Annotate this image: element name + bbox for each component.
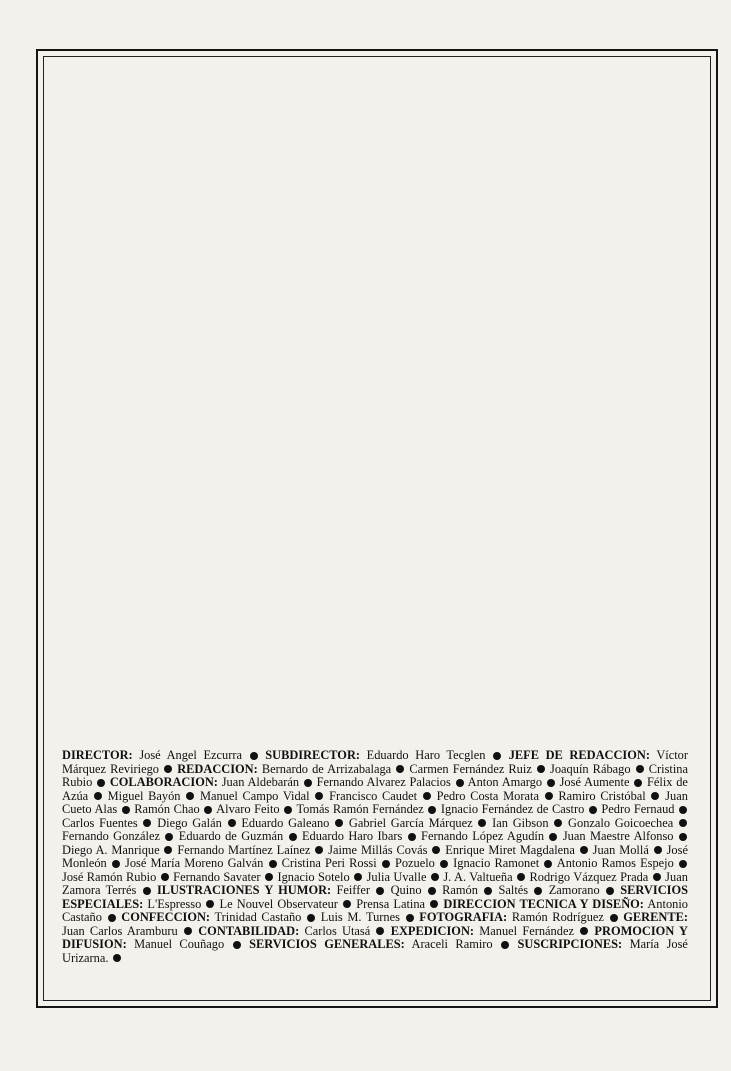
bullet-dot-icon <box>654 846 662 854</box>
bullet-dot-icon <box>204 806 212 814</box>
credit-role: PROMOCION Y DIFUSION: <box>62 923 688 951</box>
credit-names: José Angel Ezcurra <box>139 748 242 762</box>
bullet-dot-icon <box>113 954 121 962</box>
bullet-dot-icon <box>456 779 464 787</box>
credit-role: SERVICIOS GENERALES: <box>249 937 405 951</box>
credit-role: REDACCION: <box>177 761 258 776</box>
bullet-dot-icon <box>284 806 292 814</box>
credit-names: Ramón Rodríguez <box>511 910 604 924</box>
bullet-dot-icon <box>269 860 277 868</box>
credit-names: Eduardo Haro Tecglen <box>366 748 486 762</box>
bullet-dot-icon <box>484 887 492 895</box>
bullet-dot-icon <box>376 927 384 935</box>
bullet-dot-icon <box>143 887 151 895</box>
bullet-dot-icon <box>517 873 525 881</box>
credit-role: DIRECTOR: <box>62 748 133 762</box>
bullet-dot-icon <box>679 806 687 814</box>
bullet-dot-icon <box>112 860 120 868</box>
bullet-dot-icon <box>94 792 102 800</box>
credit-role: CONTABILIDAD: <box>198 923 300 938</box>
bullet-dot-icon <box>165 833 173 841</box>
bullet-dot-icon <box>315 792 323 800</box>
credit-names: Bernardo de Arrizabalaga Carmen Fernández Ruiz Joaquín Rábago Cristina Rubio <box>62 761 688 789</box>
bullet-dot-icon <box>250 752 258 760</box>
credit-role: GERENTE: <box>623 910 688 924</box>
bullet-dot-icon <box>606 887 614 895</box>
bullet-dot-icon <box>545 792 553 800</box>
credit-role: EXPEDICION: <box>390 923 475 938</box>
bullet-dot-icon <box>580 927 588 935</box>
bullet-dot-icon <box>122 806 130 814</box>
bullet-dot-icon <box>679 833 687 841</box>
staff-credits <box>62 749 688 965</box>
credit-names: Trinidad Castaño Luis M. Turnes <box>214 910 400 924</box>
credit-role: CONFECCION: <box>121 910 211 924</box>
credit-role: SUSCRIPCIONES: <box>517 937 623 951</box>
credit-names: Manuel Couñago <box>134 937 225 951</box>
credit-role: COLABORACION: <box>109 775 218 789</box>
bullet-dot-icon <box>423 792 431 800</box>
bullet-dot-icon <box>431 873 439 881</box>
bullet-dot-icon <box>354 873 362 881</box>
bullet-dot-icon <box>143 819 151 827</box>
bullet-dot-icon <box>501 941 509 949</box>
bullet-dot-icon <box>534 887 542 895</box>
bullet-dot-icon <box>164 765 172 773</box>
credit-names: Víctor Márquez Reviriego <box>62 748 688 776</box>
bullet-dot-icon <box>343 900 351 908</box>
bullet-dot-icon <box>307 914 315 922</box>
bullet-dot-icon <box>265 873 273 881</box>
bullet-dot-icon <box>478 819 486 827</box>
bullet-dot-icon <box>544 860 552 868</box>
bullet-dot-icon <box>634 779 642 787</box>
bullet-dot-icon <box>428 887 436 895</box>
bullet-dot-icon <box>432 846 440 854</box>
bullet-dot-icon <box>206 900 214 908</box>
bullet-dot-icon <box>549 833 557 841</box>
bullet-dot-icon <box>651 792 659 800</box>
bullet-dot-icon <box>440 860 448 868</box>
credit-names: Juan Carlos Aramburu <box>62 923 178 938</box>
bullet-dot-icon <box>537 765 545 773</box>
bullet-dot-icon <box>406 914 414 922</box>
bullet-dot-icon <box>108 914 116 922</box>
bullet-dot-icon <box>184 927 192 935</box>
credit-role: DIRECCION TECNICA Y DISEÑO: <box>443 896 644 911</box>
credit-role: SUBDIRECTOR: <box>265 748 361 762</box>
bullet-dot-icon <box>97 779 105 787</box>
bullet-dot-icon <box>679 819 687 827</box>
bullet-dot-icon <box>554 819 562 827</box>
bullet-dot-icon <box>304 779 312 787</box>
bullet-dot-icon <box>493 752 501 760</box>
bullet-dot-icon <box>382 860 390 868</box>
bullet-dot-icon <box>376 887 384 895</box>
bullet-dot-icon <box>589 806 597 814</box>
credit-names: Carlos Utasá <box>304 923 371 938</box>
bullet-dot-icon <box>396 765 404 773</box>
credit-role: JEFE DE REDACCION: <box>508 748 650 762</box>
bullet-dot-icon <box>428 806 436 814</box>
bullet-dot-icon <box>580 846 588 854</box>
credit-role: SERVICIOS ESPECIALES: <box>62 883 688 911</box>
bullet-dot-icon <box>186 792 194 800</box>
bullet-dot-icon <box>315 846 323 854</box>
bullet-dot-icon <box>636 765 644 773</box>
credit-names: María José Urizarna. <box>62 937 688 965</box>
bullet-dot-icon <box>679 860 687 868</box>
credit-names: Araceli Ramiro <box>411 937 493 951</box>
bullet-dot-icon <box>289 833 297 841</box>
credit-names: L'Espresso Le Nouvel Observateur Prensa Latina <box>147 896 426 911</box>
credit-names: Feiffer Quino Ramón Saltés Zamorano <box>336 883 600 897</box>
credit-names: Manuel Fernández <box>479 923 574 938</box>
bullet-dot-icon <box>335 819 343 827</box>
bullet-dot-icon <box>430 900 438 908</box>
bullet-dot-icon <box>164 846 172 854</box>
credit-role: FOTOGRAFIA: <box>419 910 508 924</box>
credit-names: Juan Aldebarán Fernando Alvarez Palacios Anton Amargo José Aumente Félix de Azúa Miguel Bayón Manuel Campo Vidal Francisco Caudet Pedro Costa Morata Ramiro Cristóbal Juan Cueto Alas Ramón Chao Alvaro Feito Tomás Ramón Fernández Ignacio Fernández de Castro Pedro Fernaud Carlos Fuentes Diego Galán Eduardo Galeano Gabriel García Márquez Ian Gibson Gonzalo Goicoechea Fernando González Eduardo de Guzmán Eduardo Haro Ibars Fernando López Agudín Juan Maestre Alfonso Diego A. Manrique Fernando Martínez Laínez Jaime Millás Covás Enrique Miret Magdalena Juan Mollá José Monleón José María Moreno Galván Cristina Peri Rossi Pozuelo Ignacio Ramonet Antonio Ramos Espejo José Ramón Rubio Fernando Savater Ignacio Sotelo Julia Uvalle J. A. Valtueña Rodrigo Vázquez Prada Juan Zamora Terrés <box>62 775 688 897</box>
bullet-dot-icon <box>408 833 416 841</box>
bullet-dot-icon <box>228 819 236 827</box>
credit-role: ILUSTRACIONES Y HUMOR: <box>156 883 332 897</box>
bullet-dot-icon <box>653 873 661 881</box>
bullet-dot-icon <box>547 779 555 787</box>
bullet-dot-icon <box>610 914 618 922</box>
bullet-dot-icon <box>161 873 169 881</box>
bullet-dot-icon <box>233 941 241 949</box>
credit-names: Antonio Castaño <box>62 896 688 924</box>
